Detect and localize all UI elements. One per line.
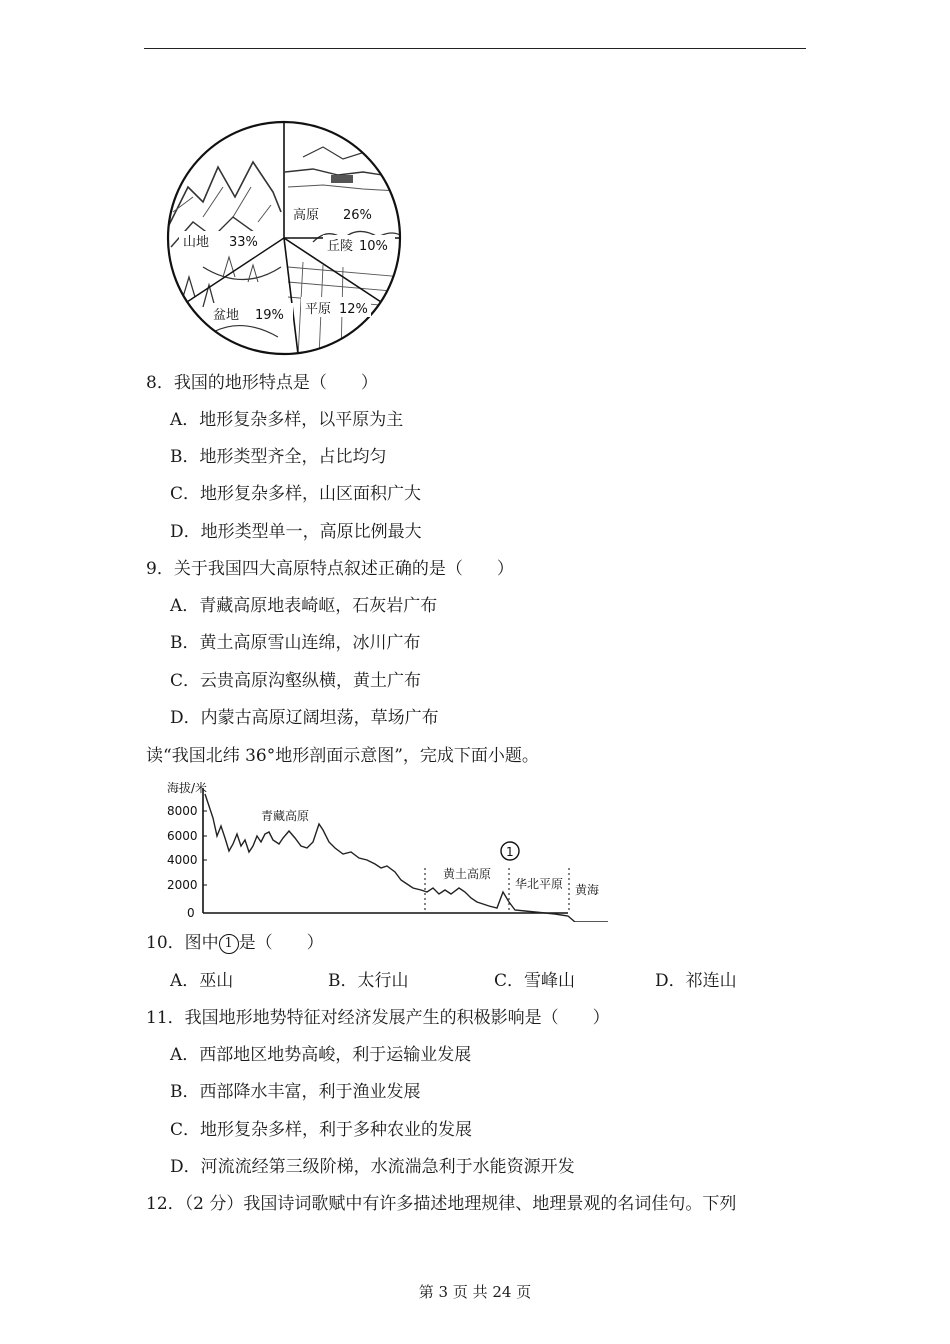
profile-label-loess: 黄土高原	[443, 867, 492, 881]
q12-stem: 12．（2 分）我国诗词歌赋中有许多描述地理规律、地理景观的名词佳句。下列	[146, 1194, 737, 1214]
terrain-profile-figure	[163, 776, 608, 922]
profile-label-qinghai-tibet: 青藏高原	[261, 809, 310, 823]
q11-option-c[interactable]: C．地形复杂多样，利于多种农业的发展	[170, 1120, 473, 1140]
q10-stem-prefix: 10．图中	[146, 933, 219, 953]
pie-value-mountain: 33%	[229, 235, 258, 250]
q11-option-a[interactable]: A．西部地区地势高峻，利于运输业发展	[170, 1045, 472, 1065]
q8-stem: 8．我国的地形特点是（ ）	[146, 373, 378, 393]
q9-stem: 9．关于我国四大高原特点叙述正确的是（ ）	[146, 559, 514, 579]
q11-stem: 11．我国地形地势特征对经济发展产生的积极影响是（ ）	[146, 1008, 610, 1028]
profile-marker-number: 1	[506, 845, 514, 859]
pie-label-hills: 丘陵	[327, 239, 354, 254]
profile-intro: 读“我国北纬 36°地形剖面示意图”，完成下面小题。	[146, 746, 539, 766]
q9-option-b[interactable]: B．黄土高原雪山连绵，冰川广布	[170, 633, 421, 653]
q10-circled-marker	[219, 934, 239, 954]
pie-value-plateau: 26%	[343, 208, 372, 223]
q9-option-d[interactable]: D．内蒙古高原辽阔坦荡，草场广布	[170, 708, 439, 728]
page-footer: 第 3 页 共 24 页	[418, 1283, 532, 1301]
q10-option-c[interactable]: C．雪峰山	[494, 971, 576, 991]
pie-value-hills: 10%	[359, 239, 388, 254]
profile-label-yellow-sea: 黄海	[575, 883, 600, 897]
q10-stem	[146, 932, 324, 954]
pie-label-plain: 平原	[305, 302, 332, 317]
q10-option-d[interactable]: D．祁连山	[655, 971, 737, 991]
q9-option-c[interactable]: C．云贵高原沟壑纵横，黄土广布	[170, 671, 422, 691]
q9-option-a[interactable]: A．青藏高原地表崎岖，石灰岩广布	[170, 596, 438, 616]
header-rule	[144, 48, 806, 49]
landform-pie-figure	[163, 117, 405, 359]
q10-option-b[interactable]: B．太行山	[328, 971, 409, 991]
q8-option-c[interactable]: C．地形复杂多样，山区面积广大	[170, 484, 422, 504]
q11-option-d[interactable]: D．河流流经第三级阶梯，水流湍急利于水能资源开发	[170, 1157, 575, 1177]
pie-label-plateau: 高原	[293, 208, 320, 223]
q8-option-b[interactable]: B．地形类型齐全，占比均匀	[170, 447, 387, 467]
q8-option-d[interactable]: D．地形类型单一，高原比例最大	[170, 522, 422, 542]
profile-tick-8000: 8000	[167, 804, 198, 818]
pie-label-mountain: 山地	[183, 235, 210, 250]
profile-y-label: 海拔/米	[167, 781, 208, 795]
profile-tick-4000: 4000	[167, 853, 198, 867]
q8-option-a[interactable]: A．地形复杂多样，以平原为主	[170, 410, 404, 430]
profile-tick-6000: 6000	[167, 829, 198, 843]
profile-tick-0: 0	[187, 906, 195, 920]
pie-label-basin: 盆地	[213, 308, 240, 323]
pie-value-basin: 19%	[255, 308, 284, 323]
profile-tick-2000: 2000	[167, 878, 198, 892]
q10-option-a[interactable]: A．巫山	[170, 971, 234, 991]
q11-option-b[interactable]: B．西部降水丰富，利于渔业发展	[170, 1082, 421, 1102]
profile-label-north-china: 华北平原	[515, 877, 564, 891]
pie-value-plain: 12%	[339, 302, 368, 317]
q10-circled-marker-number: 1	[224, 936, 233, 951]
q10-stem-suffix: 是（ ）	[238, 933, 324, 953]
